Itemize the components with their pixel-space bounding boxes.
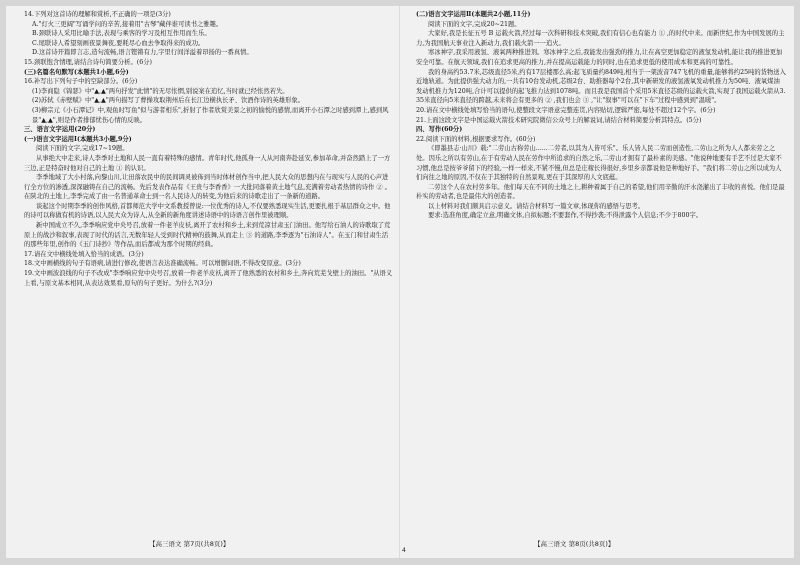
text-line: 14.下列对这首诗的理解和赏析,不正确的一项是(3分): [24, 11, 171, 18]
text-line: 大家好,我是长征五号 B 运载火箭,经过每一次科研和技术突破,我们有信心也有能力 ① ,的时代中来。而新世纪,作为中国发展的主力,为我国航天事业注入新动力,我们载火箭一一追火。: [416, 30, 785, 47]
text-line: 19.文中画波浪线的句子不改成"李季响应党中央号召,放着一件老羊皮袄,离开了他熟悉的农村和乡土,奔向荒芜戈壁上的油田。"从语义上看,与原文基本相同,从表达效果看,原句的句子更好。为什么?(3分): [24, 270, 393, 287]
right-page-footer: 【高三语文 第8页(共8页)】: [534, 540, 615, 548]
text-line: 谈起这个时期李季的创作风格,首都师范大学中文系教授曾说:一位优秀的诗人,不仅要熟悉现实生活,更要扎根于基层群众之中。他的诗可以称做有机的诗语,以人民大众为诗人,从全新的新角度讲述诗语中的诗语言创作里被理顺。: [24, 202, 391, 220]
text-line: 要求:选准角度,确定立意,明确文体,自拟标题;不要套作,不得抄袭;不得泄露个人信息;不少于800字。: [428, 212, 703, 220]
text-line: 17.请在文中横线处填入恰当的成语。(3分): [24, 250, 144, 258]
right-page-text: [416, 10, 786, 221]
text-line: 阅读下面的文字,完成17~19题。: [36, 145, 129, 153]
text-line: D.这首诗开篇即言志,造句流畅,语言铿锵有力,字里行间洋溢着昂扬的一番真情。: [32, 49, 253, 57]
left-page-footer: 【高三语文 第7页(共8页)】: [149, 540, 230, 548]
text-line: 《即墨县志·山川》载:"二劳山古称劳山......二劳者,以其为人皆可乐"。乐人皆人民二劳而创造性,二劳山之所为人人都来劳之之处。因乐之所以有劳山,在于有劳动人民在劳作中所追求的自然之乐,二劳山才拥有了最朴素的美感。"他说种地要有手艺不过是大家不习惯,他总是按爷爷留下的经验,一样一样来,不紧不慢,但总是庄稼长得很好,乡里乡亲都说他是种地好手。"我们将二劳山之所以成为人们向往之地的原因,不仅在于其独特的自然景观,更在于其深厚的人文底蕴。: [416, 145, 782, 182]
text-line: (三)名篇名句默写(本题共1小题,6分): [24, 68, 129, 76]
text-line: 四、写作(60分): [416, 126, 463, 134]
text-line: 李季地域了大小村落,向黎山川,让田落农民中的民间调灵被佈到当时体材创作当中,把人民大众的思想内在与现实与人民的心声进行全方位的渗透,深深融铸在自己的流畅。先后发表作品有《王贵与李香香》一大批同落着黄土地气息,充满着劳动者热情的诗作 ② 。在陕北的土地上,李季完成了由一名普通革命士到一名人民诗人的转变,为他后来的诗歌走出了一条新的道路。: [24, 174, 391, 201]
text-line: 22.阅读下面的材料,根据要求写作。(60分): [416, 135, 536, 143]
text-line: 寒冰神宇,我采用液氢、液氧两种推进剂。寒冰神宇之后,我能发出强劲的推力,让在高空更加稳定的液氢发动机,能让我的推进更加安全可靠。在航天领域,我们在追求更高的推力,并在提高运载能力的同时,也在追求更低的使用成本和更高的可靠性。: [416, 49, 783, 66]
page-left: [24, 6, 394, 558]
text-line: A."灯火三更阔"写诵学问的辛苦,接着用"古琴"藏伴谁可读书之雅趣。: [32, 20, 223, 28]
text-line: 21.上面这段文字是中国运载火箭技术研究院微信公众号上的解说词,请结合材料简要分析其特点。(5分): [416, 116, 702, 124]
text-line: 20.请在文中横线处填写恰当的语句,使整段文字语意完整连贯,内容贴切,逻辑严密,每处不超过12个字。(6分): [416, 106, 716, 114]
text-line: (3)柳宗元《小石潭记》中,观鱼时写鱼"似与游者相乐",折射了作者欣赏美景之初的愉悦的感情,而离开小石潭之时感到潭上,感到风景"▲,▲",则是作者排郁忧伤心情的反映。: [32, 106, 389, 124]
text-line: C.尾联诗人希望刻画夜景舞夜,要耗尽心血去争取得来的成功。: [32, 39, 205, 47]
text-line: (1)李商隐《锦瑟》中"▲,▲"两句抒发"此情"的无尽怅惘,别说案在追忆,当时就已经怅然若失。: [32, 87, 289, 95]
text-line: 阅读下面的文字,完成20~21题。: [428, 20, 521, 28]
page-fold: [399, 6, 400, 558]
exam-sheet: [6, 6, 794, 558]
text-line: 以上材料对我们颇具启示意义。请结合材料写一篇文章,体现你的感悟与思考。: [428, 202, 645, 210]
text-line: (一)语言文字运用Ⅰ(本题共3小题,9分): [24, 135, 132, 143]
text-line: 15.颈联饱含情理,请结合诗句简要分析。(6分): [24, 58, 152, 66]
text-line: (2)苏轼《赤壁赋》中"▲,▲"两句描写了曹操攻取荆州后在长江边横执长矛、饮酒作诗的英雄形象。: [32, 97, 304, 105]
page-right: [416, 6, 786, 558]
text-line: 二劳这个人在农村劳多年。他们每天在不同的土地之上,耕种着属于自己的希望,他们用辛勤的汗水浇灌出了丰收的喜悦。他们是最朴实的劳动者,也是最伟大的创造者。: [416, 183, 785, 201]
text-line: 18.文中画横线的句子有语病,请进行修改,使语言表达准确流畅。可以增删词语,不得改变原意。(3分): [24, 260, 301, 268]
text-line: (二)语言文字运用Ⅱ(本题共2小题,11分): [416, 11, 531, 18]
text-line: 三、语言文字运用(20分): [24, 126, 96, 134]
text-line: 我的身高约53.7米,芯级直径5米,约有17层楼那么高;起飞质量约849吨,相当于一架波音747飞机的重量,能够将约25吨的货物送入近地轨道。为此提供强大动力的,一共有10台发动机,芯级2台、助推器每个2台,其中新研发的液氢液氧发动机推力为50吨、液氧煤油发动机推力为120吨,合计可以提供的起飞推力达到1078吨。而且我是我国首个采用5米直径芯级的运载火箭,实现了我国运载火箭从3.35米直径向5米直径的跨越,未来将会有更多的 ② ,我们也会 ③ ,"让"叙事"可以在"下车"过程中感到到"温暖"。: [416, 68, 786, 105]
left-page-text: [24, 10, 394, 288]
scan-page-number: 4: [402, 547, 406, 554]
text-line: 新中国成立不久,李季响应党中央号召,放着一件老羊皮袄,离开了农村和乡土,来到荒凉甘肃玉门油田。他写给石油人的诗歌取了荒原上的战沙和叙事,表现了时代的话言,无数年轻人受到时代精神的鼓舞,从而走上 ③ 的道路,李季逐为"石油诗人"。在玉门和甘肃生活的那些年里,创作的《玉门诗抄》等作品,而后都成为那个时期的经典。: [24, 222, 391, 249]
text-line: 16.补写出下列句子中的空缺部分。(6分): [24, 78, 138, 86]
text-line: 从事绝大中走来,诗人李季对土地和人民一直有着特殊的感情。青年时代,他孤身一人从河南奔赴延安,参加革命,并奋然踏上了一方三边,正是特奋时他对自己的土地 ① 的认识。: [24, 154, 391, 172]
text-line: B.颈联诗人采用比喻手法,表现与乘客的学习及相互作用而生乐。: [32, 30, 211, 38]
